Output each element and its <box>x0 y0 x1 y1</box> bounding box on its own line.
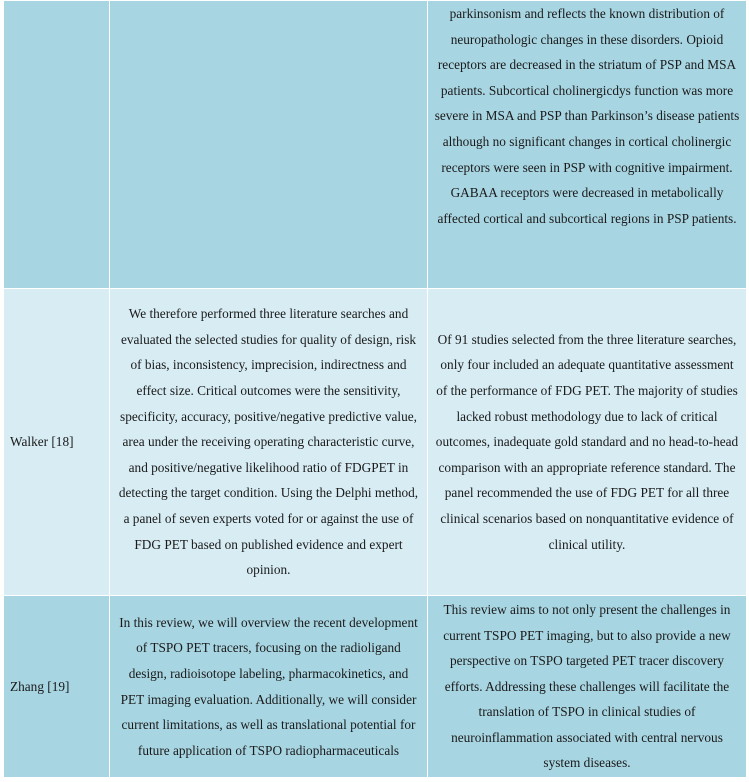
results-cell: This review aims to not only present the challenges in current TSPO PET imaging, but to also provide a new perspective on TSPO targeted PET tracer discovery efforts. Addressing these challenges will facilitate the translation of TSPO in clinical studies of neuroinflammation associated with central nervous system diseases. <box>428 596 747 778</box>
table-row <box>4 596 747 778</box>
literature-review-table <box>3 0 747 778</box>
author-cell: Zhang [19] <box>4 596 110 778</box>
methods-cell: We therefore performed three literature searches and evaluated the selected studies for quality of design, risk of bias, inconsistency, imprecision, indirectness and effect size. Critical outcomes were the sensitivity, specificity, accuracy, positive/negative predictive value, area under the receiving operating characteristic curve, and positive/negative likelihood ratio of FDGPET in detecting the target condition. Using the Delphi method, a panel of seven experts voted for or against the use of FDG PET based on published evidence and expert opinion. <box>110 289 428 596</box>
results-cell: Of 91 studies selected from the three literature searches, only four included an adequate quantitative assessment of the performance of FDG PET. The majority of studies lacked robust methodology due to lack of critical outcomes, inadequate gold standard and no head-to-head comparison with an appropriate reference standard. The panel recommended the use of FDG PET for all three clinical scenarios based on nonquantitative evidence of clinical utility. <box>428 289 747 596</box>
methods-cell: In this review, we will overview the recent development of TSPO PET tracers, focusing on the radioligand design, radioisotope labeling, pharmacokinetics, and PET imaging evaluation. Additionally, we will consider current limitations, as well as translational potential for future application of TSPO radiopharmaceuticals <box>110 596 428 778</box>
methods-cell <box>110 1 428 289</box>
table-row <box>4 1 747 289</box>
table-row <box>4 289 747 596</box>
results-cell: parkinsonism and reflects the known distribution of neuropathologic changes in these disorders. Opioid receptors are decreased in the striatum of PSP and MSA patients. Subcortical cholinergicdys function was more severe in MSA and PSP than Parkinson’s disease patients although no significant changes in cortical cholinergic receptors were seen in PSP with cognitive impairment. GABAA receptors were decreased in metabolically affected cortical and subcortical regions in PSP patients. <box>428 1 747 289</box>
author-cell: Walker [18] <box>4 289 110 596</box>
author-cell <box>4 1 110 289</box>
